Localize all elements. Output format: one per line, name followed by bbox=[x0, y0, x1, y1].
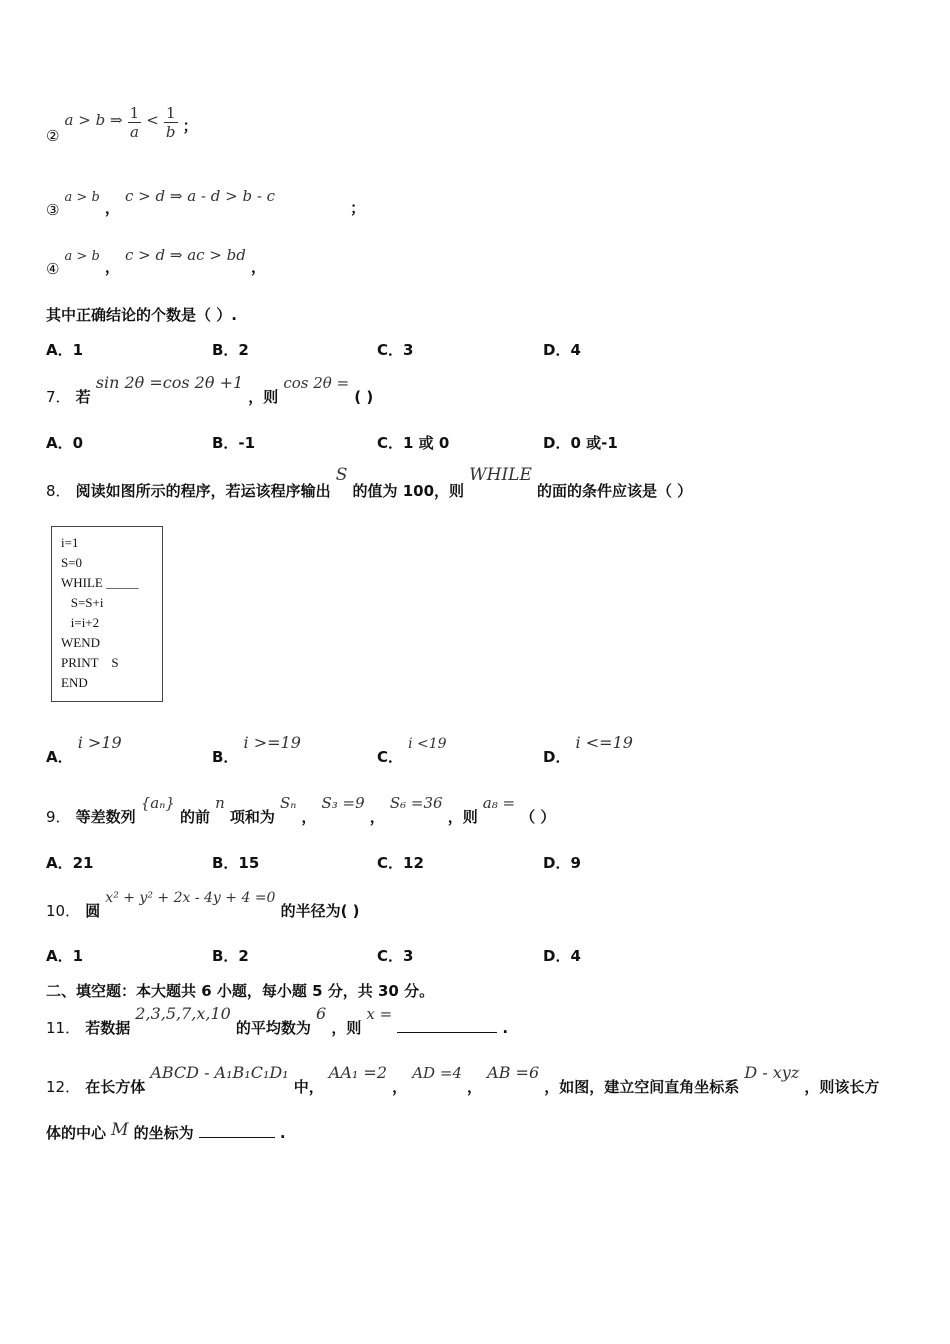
q11-text-2: 的平均数为 bbox=[235, 1019, 311, 1037]
q8-math-while: WHILE bbox=[469, 465, 532, 485]
fraction-1-over-a: $\frac{1}{a}$ bbox=[129, 104, 140, 141]
q9-option-b: B．15 bbox=[212, 854, 260, 872]
q12-sep-2: ， bbox=[467, 1078, 483, 1096]
q12-math-ad: AD =4 bbox=[412, 1064, 462, 1082]
q12-text-3: ，如图，建立空间直角坐标系 bbox=[544, 1078, 740, 1096]
less-than-sign: < bbox=[146, 111, 159, 129]
q11-math-data: 2,3,5,7,x,10 bbox=[135, 1004, 231, 1023]
statement-4-sep: ， bbox=[104, 258, 120, 276]
q8-option-d-letter: D． bbox=[543, 748, 571, 766]
q8-text-1: 阅读如图所示的程序，若运该程序输出 bbox=[75, 482, 331, 500]
q11-math-mean: 6 bbox=[316, 1004, 327, 1023]
code-line: END bbox=[61, 675, 88, 690]
program-code-box bbox=[51, 526, 163, 702]
q9-stem bbox=[46, 792, 556, 826]
statement-2 bbox=[46, 104, 198, 145]
q8-option-b bbox=[212, 732, 301, 766]
q7-math-2: cos 2θ = bbox=[283, 374, 350, 392]
q9-text-1: 等差数列 bbox=[75, 808, 136, 826]
q11-number: 11． bbox=[46, 1019, 81, 1037]
q12-text-2: 中， bbox=[293, 1078, 324, 1096]
q9-math-n: n bbox=[215, 794, 225, 812]
q10-stem bbox=[46, 886, 360, 920]
q8-option-c-math: i <19 bbox=[408, 736, 447, 752]
q11-math-x: x = bbox=[366, 1005, 393, 1023]
q9-number: 9． bbox=[46, 808, 71, 826]
q11-answer-blank[interactable] bbox=[397, 1018, 497, 1033]
q12-math-coord: D - xyz bbox=[744, 1063, 800, 1082]
q12-stem-line-1 bbox=[46, 1062, 880, 1096]
q9-sep-2: ， bbox=[369, 808, 385, 826]
q10-option-b: B．2 bbox=[212, 947, 249, 965]
q12-answer-blank[interactable] bbox=[199, 1123, 275, 1138]
q9-math-sn: Sₙ bbox=[279, 794, 297, 812]
q12-text-4: ，则该长方 bbox=[804, 1078, 880, 1096]
statement-4-tail: ， bbox=[250, 258, 266, 276]
statement-3-math-1: a > b bbox=[64, 190, 100, 205]
q8-stem bbox=[46, 464, 693, 500]
q10-text-2: 的半径为( ) bbox=[280, 902, 360, 920]
q8-text-2: 的值为 100，则 bbox=[352, 482, 465, 500]
q12-math-aa1: AA₁ =2 bbox=[328, 1063, 387, 1082]
statement-2-label: ② bbox=[46, 127, 60, 145]
q7-text-2: ，则 bbox=[248, 388, 279, 406]
statement-4 bbox=[46, 244, 266, 278]
q6-option-b: B．2 bbox=[212, 341, 249, 359]
q8-math-s: S bbox=[335, 465, 348, 485]
q8-option-a-math: i >19 bbox=[77, 733, 122, 752]
q9-text-4: ，则 bbox=[447, 808, 478, 826]
q6-option-d: D．4 bbox=[543, 341, 581, 359]
q8-option-c bbox=[377, 732, 447, 766]
q12-sep-1: ， bbox=[392, 1078, 408, 1096]
q9-text-3: 项和为 bbox=[229, 808, 275, 826]
statement-2-tail: ； bbox=[182, 117, 198, 135]
q8-option-c-letter: C． bbox=[377, 748, 404, 766]
q10-option-d: D．4 bbox=[543, 947, 581, 965]
q9-option-d: D．9 bbox=[543, 854, 581, 872]
q12-math-box: ABCD - A₁B₁C₁D₁ bbox=[150, 1063, 289, 1082]
q9-option-c: C．12 bbox=[377, 854, 424, 872]
q8-option-a bbox=[46, 732, 122, 766]
q8-option-b-letter: B． bbox=[212, 748, 239, 766]
q6-stem: 其中正确结论的个数是（ ）. bbox=[46, 306, 237, 324]
q12-math-ab: AB =6 bbox=[487, 1063, 540, 1082]
q12-stem-line-2 bbox=[46, 1122, 286, 1143]
fraction-1-over-b: $\frac{1}{b}$ bbox=[165, 104, 176, 141]
statement-4-math-2: c > d ⇒ ac > bd bbox=[124, 246, 246, 264]
q12-text-7: . bbox=[279, 1124, 286, 1142]
q7-stem bbox=[46, 372, 374, 406]
q12-text-1: 在长方体 bbox=[85, 1078, 146, 1096]
q11-text-4: . bbox=[502, 1019, 509, 1037]
statement-3-math-2: c > d ⇒ a - d > b - c bbox=[124, 187, 276, 205]
statement-3 bbox=[46, 185, 366, 219]
statement-4-label: ④ bbox=[46, 260, 60, 278]
q11-text-1: 若数据 bbox=[85, 1019, 131, 1037]
q8-option-d-math: i <=19 bbox=[575, 733, 633, 752]
statement-3-sep: ， bbox=[104, 199, 120, 217]
q10-option-c: C．3 bbox=[377, 947, 414, 965]
code-line: S=0 bbox=[61, 555, 83, 570]
q12-text-5: 体的中心 bbox=[46, 1124, 107, 1142]
q8-option-d bbox=[543, 732, 633, 766]
q11-text-3: ，则 bbox=[331, 1019, 362, 1037]
q9-math-s6: S₆ =36 bbox=[389, 794, 443, 812]
q7-option-d: D．0 或-1 bbox=[543, 434, 618, 452]
q7-math-1: sin 2θ =cos 2θ +1 bbox=[95, 373, 244, 392]
q9-option-a: A．21 bbox=[46, 854, 94, 872]
q6-option-a: A．1 bbox=[46, 341, 84, 359]
q7-text-3: ( ) bbox=[354, 388, 374, 406]
q8-number: 8． bbox=[46, 482, 71, 500]
q10-option-a: A．1 bbox=[46, 947, 84, 965]
q12-text-6: 的坐标为 bbox=[133, 1124, 194, 1142]
code-line: i=1 bbox=[61, 535, 79, 550]
q7-text-1: 若 bbox=[75, 388, 91, 406]
code-line: S=S+i bbox=[61, 595, 104, 610]
code-line: WEND bbox=[61, 635, 100, 650]
statement-3-label: ③ bbox=[46, 201, 60, 219]
q9-math-s3: S₃ =9 bbox=[321, 794, 365, 812]
q8-option-a-letter: A． bbox=[46, 748, 73, 766]
code-line: PRINT S bbox=[61, 655, 119, 670]
section-2-heading: 二、填空题：本大题共 6 小题，每小题 5 分，共 30 分。 bbox=[46, 982, 435, 1000]
q8-option-b-math: i >=19 bbox=[243, 733, 301, 752]
statement-3-tail: ； bbox=[350, 199, 366, 217]
q11-stem bbox=[46, 1003, 509, 1037]
q7-number: 7． bbox=[46, 388, 71, 406]
q9-sep-1: ， bbox=[301, 808, 317, 826]
q6-option-c: C．3 bbox=[377, 341, 414, 359]
statement-4-math-1: a > b bbox=[64, 249, 100, 264]
q10-number: 10． bbox=[46, 902, 81, 920]
statement-2-lhs: a > b ⇒ bbox=[64, 111, 123, 129]
q10-math-circle: x² + y² + 2x - 4y + 4 =0 bbox=[105, 890, 276, 906]
q12-number: 12． bbox=[46, 1078, 81, 1096]
q10-text-1: 圆 bbox=[85, 902, 101, 920]
q9-math-a8: a₈ = bbox=[482, 794, 516, 812]
q7-option-a: A．0 bbox=[46, 434, 84, 452]
q9-text-2: 的前 bbox=[179, 808, 210, 826]
q12-math-m: M bbox=[111, 1120, 129, 1140]
q7-option-c: C．1 或 0 bbox=[377, 434, 450, 452]
q8-text-3: 的面的条件应该是（ ） bbox=[536, 482, 693, 500]
code-line: WHILE _____ bbox=[61, 575, 139, 590]
q9-text-5: （ ） bbox=[520, 808, 556, 826]
code-line: i=i+2 bbox=[61, 615, 100, 630]
q9-math-sequence: {aₙ} bbox=[140, 794, 175, 812]
q7-option-b: B．-1 bbox=[212, 434, 256, 452]
